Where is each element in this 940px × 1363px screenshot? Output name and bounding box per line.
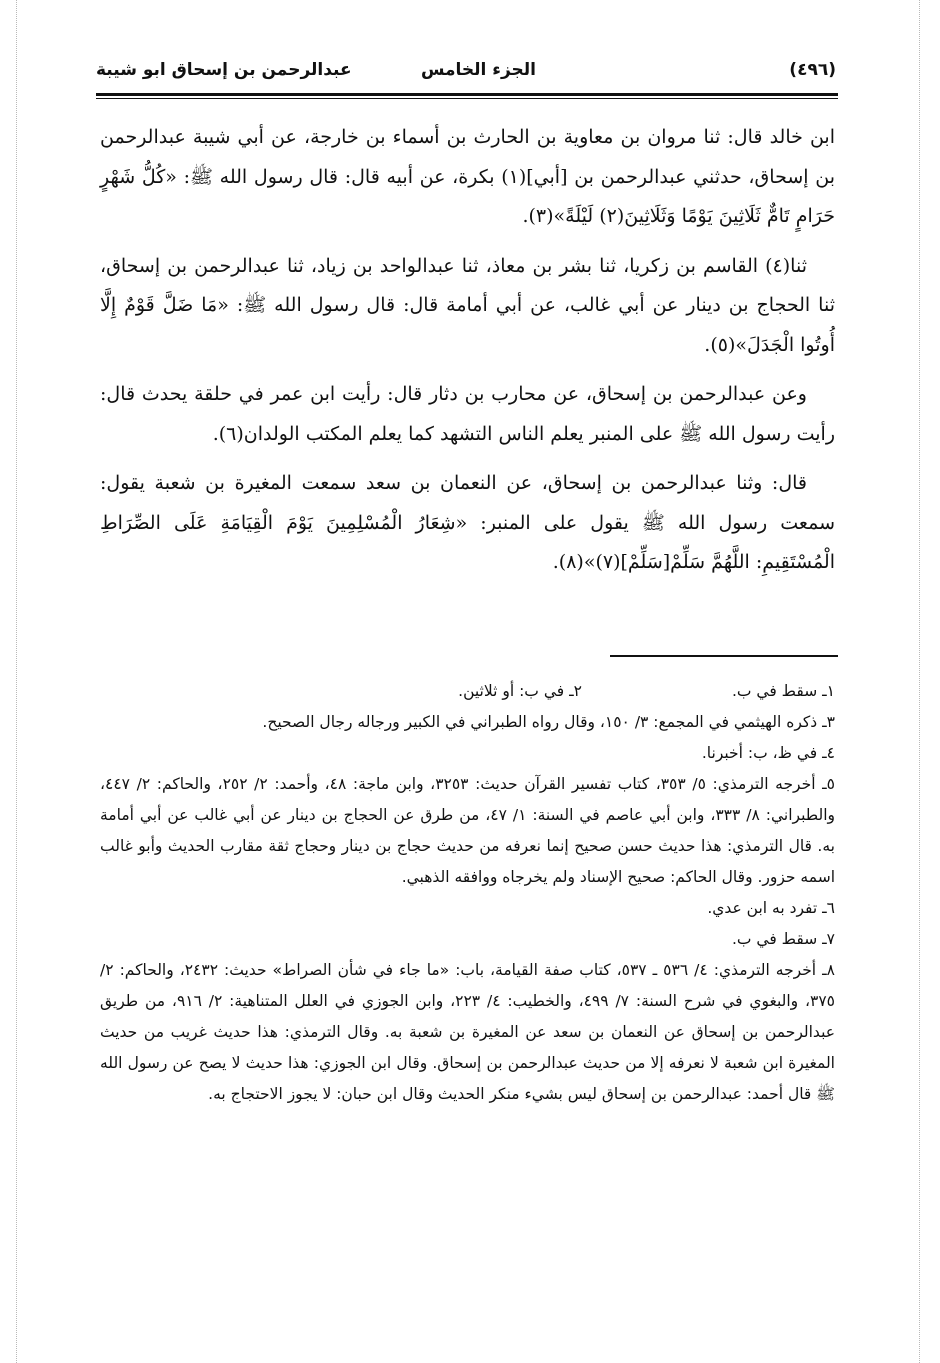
footnote: ٨ـ أخرجه الترمذي: ٤/ ٥٣٦ ـ ٥٣٧، كتاب صفة القيامة، باب: «ما جاء في شأن الصراط» حديث: ٢٤٣٢، والحاكم: ٢/ ٣٧٥، والبغوي في شرح السنة: ٧/ ٤٩٩، والخطيب: ٤/ ٢٢٣، وابن الجوزي في العلل المتناهية: ٢/ ٩١٦، من طريق عبدالرحمن بن إسحاق عن النعمان بن سعد عن المغيرة بن شعبة به. وقال الترمذي: هذا حديث غريب من حديث المغيرة ابن شعبة لا نعرفه إلا من حديث عبدالرحمن بن إسحاق. وقال ابن الجوزي: هذا حديث لا يصح عن رسول الله ﷺ قال أحمد: عبدالرحمن بن إسحاق ليس بشيء منكر الحديث وقال ابن حبان: لا يجوز الاحتجاج به. <box>100 961 835 1103</box>
paragraph: قال: وثنا عبدالرحمن بن إسحاق، عن النعمان بن سعد سمعت المغيرة بن شعبة يقول: سمعت رسول الله ﷺ يقول على المنبر: «شِعَارُ الْمُسْلِمِينَ يَوْمَ الْقِيَامَةِ عَلَى الصِّرَاطِ الْمُسْتَقِيمِ: اللَّهُمَّ سَلِّمْ[سَلِّمْ](٧)»(٨). <box>100 472 835 573</box>
footnote: ٦ـ تفرد به ابن عدي. <box>707 899 835 917</box>
running-header <box>96 52 836 92</box>
footnote: ٤ـ في ظ، ب: أخبرنا. <box>701 744 835 762</box>
paragraph: ثنا(٤) القاسم بن زكريا، ثنا بشر بن معاذ، ثنا عبدالواحد بن زياد، ثنا عبدالرحمن بن إسحاق، ثنا الحجاج بن دينار عن أبي غالب، عن أبي أمامة قال: قال رسول الله ﷺ: «مَا ضَلَّ قَوْمٌ إِلَّا أُوتُوا الْجَدَلَ»(٥). <box>100 254 835 356</box>
main-text <box>100 118 835 593</box>
page-number: (٤٩٦) <box>789 60 836 80</box>
footnote: ٥ـ أخرجه الترمذي: ٥/ ٣٥٣، كتاب تفسير القرآن حديث: ٣٢٥٣، وابن ماجة: ٤٨، وأحمد: ٢/ ٢٥٢، والحاكم: ٢/ ٤٤٧، والطبراني: ٨/ ٣٣٣، وابن أبي عاصم في السنة: ١/ ٤٧، من طرق عن الحجاج بن دينار عن أبي غالب عن أبي أمامة به. قال الترمذي: هذا حديث حسن صحيح إنما نعرفه من حديث حجاج بن دينار وحجاج ثقة مقارب الحديث وأبو غالب اسمه حزور. وقال الحاكم: صحيح الإسناد ولم يخرجاه ووافقه الذهبي. <box>100 775 836 886</box>
scan-border-left <box>16 0 17 1363</box>
footnote: ١ـ سقط في ب. <box>731 682 835 700</box>
author-title: عبدالرحمن بن إسحاق ابو شيبة <box>96 60 352 80</box>
header-rule-thick <box>96 93 838 96</box>
footnote: ٢ـ في ب: أو ثلاثين. <box>458 682 582 700</box>
part-title: الجزء الخامس <box>420 60 536 80</box>
footnote-row <box>100 676 835 707</box>
paragraph: وعن عبدالرحمن بن إسحاق، عن محارب بن دثار قال: رأيت ابن عمر في حلقة يحدث قال: رأيت رسول الله ﷺ على المنبر يعلم الناس التشهد كما يعلم المكتب الولدان(٦). <box>100 383 835 445</box>
footnote-separator <box>610 655 838 657</box>
footnote: ٧ـ سقط في ب. <box>731 930 835 948</box>
header-rule-thin <box>96 98 838 99</box>
paragraph: ابن خالد قال: ثنا مروان بن معاوية بن الحارث بن أسماء بن خارجة، عن أبي شيبة عبدالرحمن بن إسحاق، حدثني عبدالرحمن بن [أبي](١) بكرة، عن أبيه قال: قال رسول الله ﷺ: «كُلُّ شَهْرٍ حَرَامٍ تَامٌّ ثَلَاثِينَ يَوْمًا وَثَلَاثِينَ(٢) لَيْلَةً»(٣). <box>100 126 835 227</box>
footnote: ٣ـ ذكره الهيثمي في المجمع: ٣/ ١٥٠، وقال رواه الطبراني في الكبير ورجاله رجال الصحيح. <box>262 713 835 731</box>
scan-border-right <box>919 0 920 1363</box>
footnotes <box>100 676 835 1110</box>
